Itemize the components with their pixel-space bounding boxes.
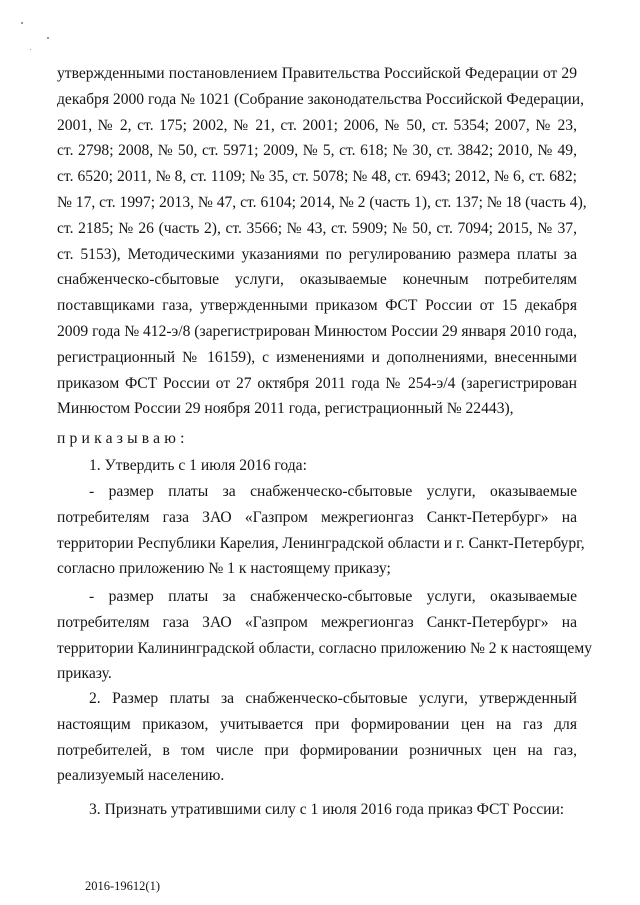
item-2-paragraph	[57, 686, 577, 789]
item-3-paragraph	[57, 797, 577, 823]
text-line: 2001, № 2, ст. 175; 2002, № 21, ст. 2001; 2006, № 50, ст. 5354; 2007, № 23,	[57, 116, 577, 134]
text-line: регистрационный № 16159), с изменениями и дополнениями, внесенными	[57, 348, 577, 366]
text-line: - размер платы за снабженческо-сбытовые услуги, оказываемые	[89, 483, 577, 500]
prikazyvayu-line: приказываю:	[57, 430, 189, 447]
text-line: приказу.	[57, 665, 112, 683]
text-line: реализуемый населению.	[57, 767, 225, 785]
text-line: Минюстом России 29 ноября 2011 года, регистрационный № 22443),	[57, 400, 514, 418]
text-line: 3. Признать утратившими силу с 1 июля 2016 года приказ ФСТ России:	[89, 801, 565, 818]
item-1-sub-b	[57, 584, 592, 687]
text-line: ст. 6520; 2011, № 8, ст. 1109; № 35, ст. 5078; № 48, ст. 6943; 2012, № 6, ст. 682;	[57, 168, 577, 186]
text-line: 2. Размер платы за снабженческо-сбытовые услуги, утвержденный	[89, 690, 577, 707]
text-line: 2009 года № 412-э/8 (зарегистрирован Минюстом России 29 января 2010 года,	[57, 322, 578, 340]
text-line: ст. 2185; № 26 (часть 2), ст. 3566; № 43, ст. 5909; № 50, ст. 7094; 2015, № 37,	[57, 219, 577, 237]
text-line: настоящим приказом, учитывается при формировании цен на газ для	[57, 715, 577, 733]
text-line: приказом ФСТ России от 27 октября 2011 года № 254-э/4 (зарегистрирован	[57, 374, 577, 392]
text-line: - размер платы за снабженческо-сбытовые услуги, оказываемые	[89, 588, 577, 605]
scan-speck	[30, 49, 31, 50]
order-word	[57, 426, 577, 452]
text-line: потребителям газа ЗАО «Газпром межрегионгаз Санкт-Петербург» на	[57, 508, 577, 526]
text-line: декабря 2000 года № 1021 (Собрание законодательства Российской Федерации,	[57, 90, 584, 108]
item-1-sub-a	[57, 479, 585, 582]
text-line: 1. Утвердить с 1 июля 2016 года:	[89, 457, 307, 474]
scan-speck	[47, 37, 49, 39]
text-line: согласно приложению № 1 к настоящему приказу;	[57, 560, 391, 578]
text-line: ст. 2798; 2008, № 50, ст. 5971; 2009, № 5, ст. 618; № 30, ст. 3842; 2010, № 49,	[57, 142, 577, 160]
intro-paragraph	[57, 61, 587, 422]
document-code: 2016-19612(1)	[85, 879, 160, 893]
text-line: территории Республики Карелия, Ленинградской области и г. Санкт-Петербург,	[57, 534, 585, 552]
text-line: № 17, ст. 1997; 2013, № 47, ст. 6104; 2014, № 2 (часть 1), ст. 137; № 18 (часть 4),	[57, 193, 587, 211]
scan-speck	[21, 22, 23, 24]
text-line: ст. 5153), Методическими указаниями по регулированию размера платы за	[57, 245, 577, 263]
item-1-heading	[57, 453, 577, 479]
text-line: снабженческо-сбытовые услуги, оказываемые конечным потребителям	[57, 271, 577, 289]
text-line: территории Калининградской области, согласно приложению № 2 к настоящему	[57, 639, 592, 657]
text-line: утвержденными постановлением Правительства Российской Федерации от 29	[57, 65, 577, 82]
text-line: потребителям газа ЗАО «Газпром межрегионгаз Санкт-Петербург» на	[57, 613, 577, 631]
text-line: потребителей, в том числе при формировании розничных цен на газ,	[57, 741, 577, 759]
text-line: поставщиками газа, утвержденными приказом ФСТ России от 15 декабря	[57, 297, 577, 315]
